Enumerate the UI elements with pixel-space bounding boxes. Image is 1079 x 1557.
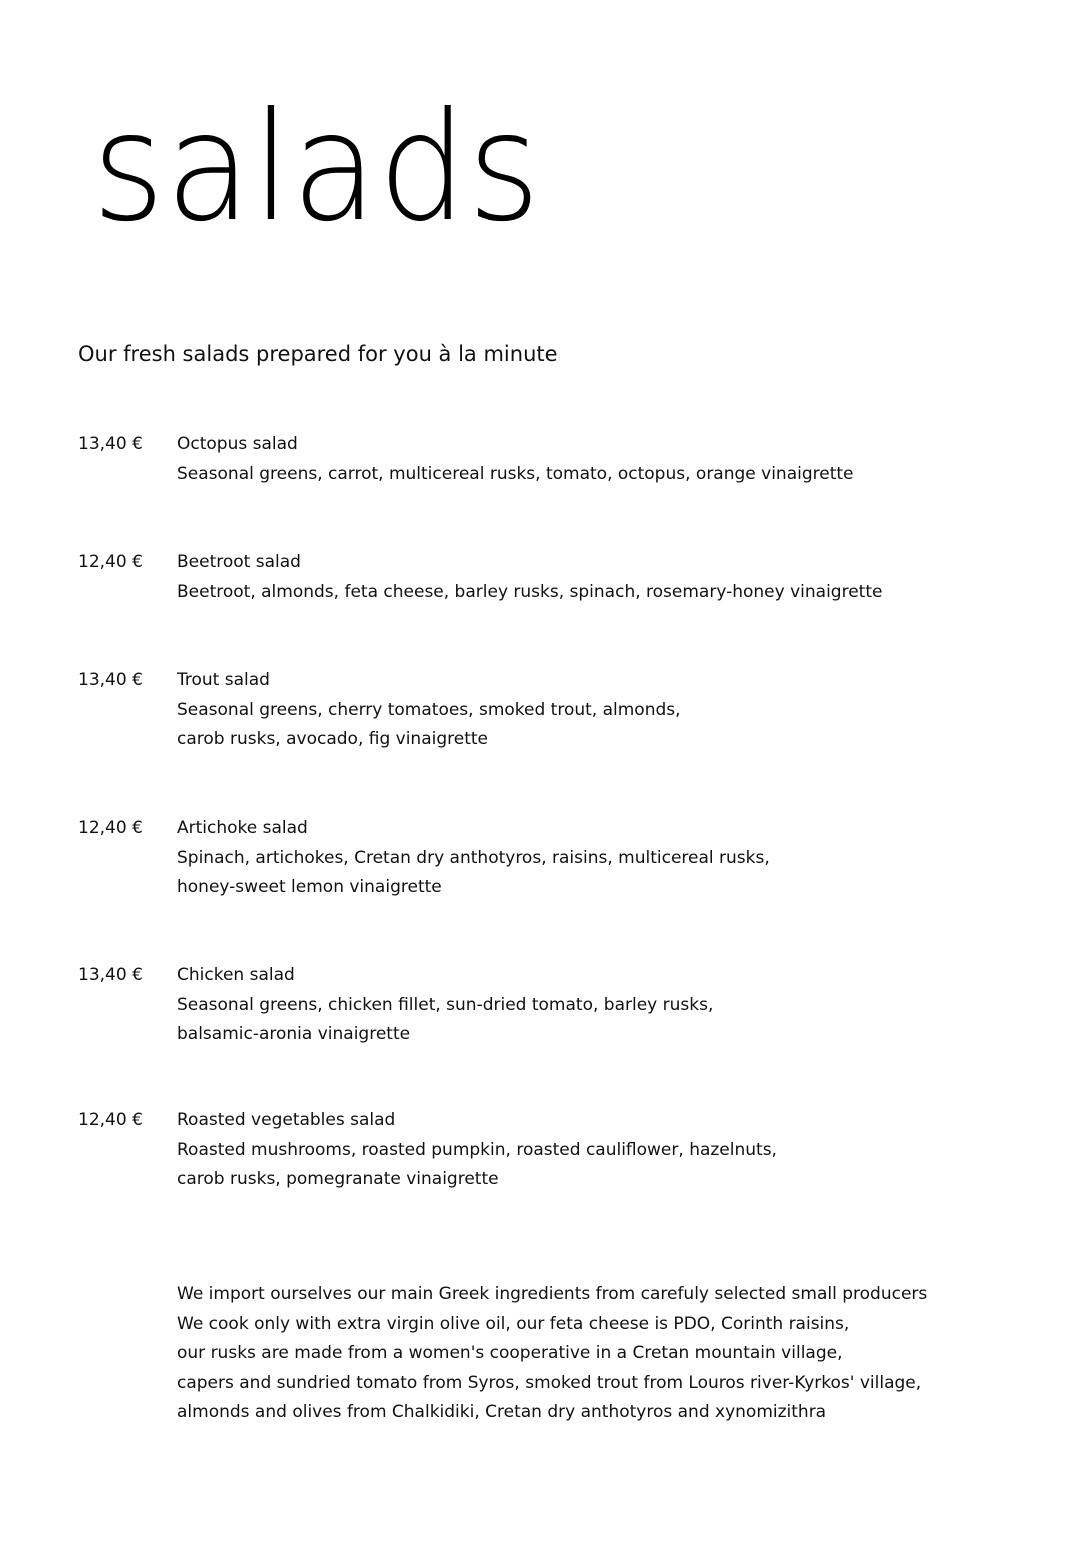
item-price: 13,40 € (78, 965, 143, 985)
item-body (177, 666, 1027, 755)
item-name: Octopus salad (177, 434, 298, 454)
item-body (177, 961, 1027, 1050)
sourcing-note-line: We import ourselves our main Greek ingredients from carefuly selected small producers (177, 1284, 928, 1304)
item-description: Spinach, artichokes, Cretan dry anthotyros, raisins, multicereal rusks, (177, 847, 770, 868)
item-description: honey-sweet lemon vinaigrette (177, 877, 442, 897)
item-description: Seasonal greens, cherry tomatoes, smoked trout, almonds, (177, 699, 681, 720)
sourcing-note (177, 1280, 1037, 1428)
page-subtitle: Our fresh salads prepared for you à la minute (78, 342, 558, 366)
sourcing-note-line: capers and sundried tomato from Syros, smoked trout from Louros river-Kyrkos' village, (177, 1372, 922, 1393)
item-price: 13,40 € (78, 434, 143, 454)
item-description: balsamic-aronia vinaigrette (177, 1024, 411, 1044)
item-name: Trout salad (177, 670, 270, 690)
item-description: Roasted mushrooms, roasted pumpkin, roasted cauliflower, hazelnuts, (177, 1139, 777, 1160)
item-price: 12,40 € (78, 1110, 143, 1130)
item-name: Roasted vegetables salad (177, 1110, 396, 1130)
item-description: carob rusks, pomegranate vinaigrette (177, 1169, 499, 1189)
item-price: 12,40 € (78, 552, 143, 572)
item-price: 13,40 € (78, 670, 143, 690)
item-name: Beetroot salad (177, 552, 301, 572)
item-description: Beetroot, almonds, feta cheese, barley rusks, spinach, rosemary-honey vinaigrette (177, 581, 883, 602)
item-body (177, 1106, 1027, 1195)
item-body (177, 548, 1027, 607)
item-description: Seasonal greens, chicken fillet, sun-dried tomato, barley rusks, (177, 994, 714, 1015)
page-title: salads (92, 81, 542, 255)
sourcing-note-line: our rusks are made from a women's cooperative in a Cretan mountain village, (177, 1343, 843, 1363)
item-name: Chicken salad (177, 965, 295, 985)
item-description: Seasonal greens, carrot, multicereal rusks, tomato, octopus, orange vinaigrette (177, 463, 854, 484)
item-body (177, 814, 1027, 903)
item-body (177, 430, 1027, 489)
item-name: Artichoke salad (177, 818, 308, 838)
item-price: 12,40 € (78, 818, 143, 838)
sourcing-note-line: We cook only with extra virgin olive oil, our feta cheese is PDO, Corinth raisins, (177, 1313, 850, 1334)
sourcing-note-line: almonds and olives from Chalkidiki, Cretan dry anthotyros and xynomizithra (177, 1402, 827, 1422)
item-description: carob rusks, avocado, fig vinaigrette (177, 729, 489, 749)
